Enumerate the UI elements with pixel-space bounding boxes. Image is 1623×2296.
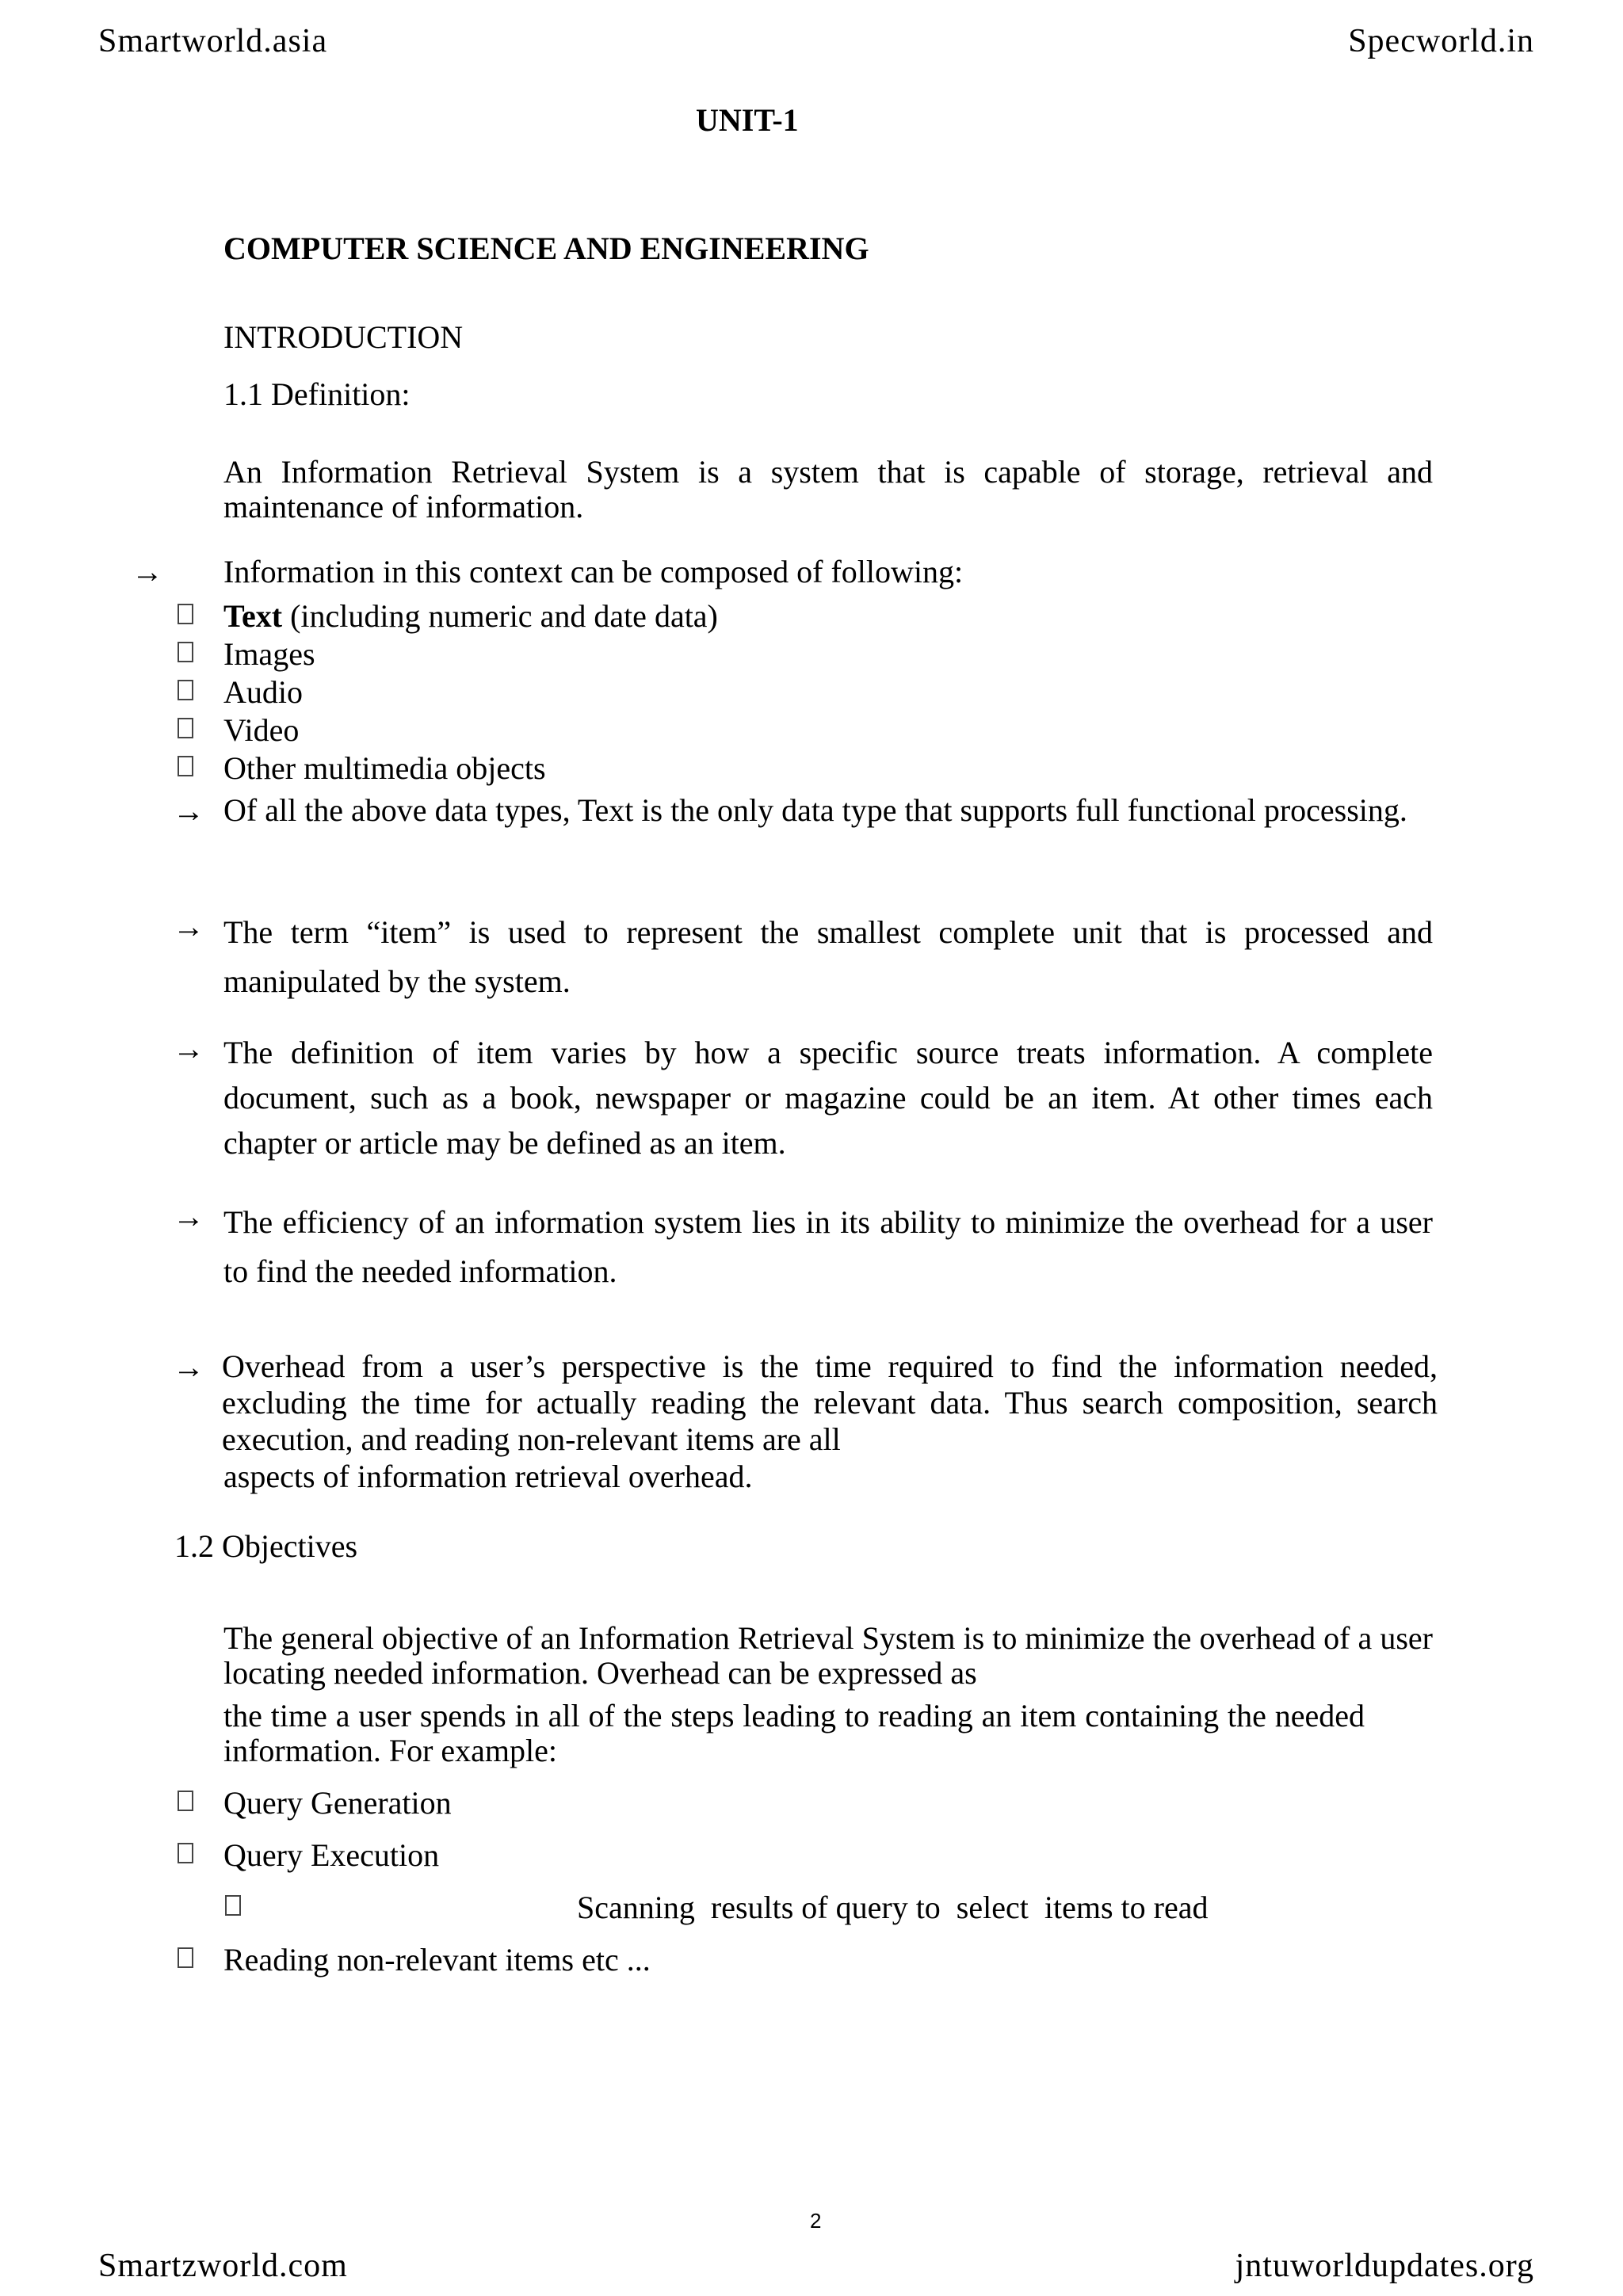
step-scanning-results: Scanning results of query to select items to read <box>577 1890 1209 1925</box>
arrow-icon: → <box>173 1199 204 1234</box>
point-overhead-end: aspects of information retrieval overhead. <box>223 1459 753 1494</box>
point-text-only-functional: Of all the above data types, Text is the only data type that supports full functional processing. <box>223 792 1407 828</box>
text-description: (including numeric and date data) <box>282 598 718 634</box>
point-efficiency: The efficiency of an information system lies in its ability to minimize the overhead for a user to find the needed information. <box>223 1204 1433 1289</box>
bullet-box-icon <box>178 1947 193 1968</box>
arrow-icon: → <box>173 909 204 944</box>
objectives-paragraph: The general objective of an Information Retrieval System is to minimize the overhead of a user locating needed information. Overhead can be expressed as <box>223 1620 1433 1691</box>
course-title: COMPUTER SCIENCE AND ENGINEERING <box>223 231 869 266</box>
bullet-box-icon <box>178 604 193 624</box>
definition-paragraph: An Information Retrieval System is a system that is capable of storage, retrieval and maintenance of information. <box>223 454 1433 524</box>
section-introduction: INTRODUCTION <box>223 319 464 355</box>
bullet-box-icon <box>178 1843 193 1863</box>
header-left-site: Smartworld.asia <box>98 23 328 59</box>
list-item-text <box>223 597 718 635</box>
text-bold-label: Text <box>223 598 283 634</box>
step-query-execution: Query Execution <box>223 1837 440 1873</box>
bullet-box-icon <box>225 1895 241 1916</box>
section-1-1-heading: 1.1 Definition: <box>223 376 411 412</box>
arrow-icon: → <box>173 1031 204 1066</box>
bullet-box-icon <box>178 1791 193 1811</box>
footer-left-site: Smartzworld.com <box>98 2248 348 2284</box>
bullet-box-icon <box>178 718 193 738</box>
footer-right-site: jntuworldupdates.org <box>1235 2248 1534 2284</box>
objectives-paragraph-cont: the time a user spends in all of the steps leading to reading an item containing the needed information. For example: <box>223 1698 1365 1768</box>
point-overhead: Overhead from a user’s perspective is the time required to find the information needed, excluding the time for actually reading the relevant data. Thus search composition, search execution, and reading non-relevant items are all <box>222 1348 1438 1457</box>
section-1-2-heading: 1.2 Objectives <box>174 1528 358 1564</box>
list-item-audio: Audio <box>223 674 303 710</box>
bullet-box-icon <box>178 642 193 662</box>
list-item-other: Other multimedia objects <box>223 750 546 786</box>
list-item-images: Images <box>223 636 315 672</box>
unit-title: UNIT-1 <box>696 102 799 138</box>
bullet-box-icon <box>178 680 193 700</box>
step-reading-non-relevant: Reading non-relevant items etc ... <box>223 1942 651 1978</box>
list-item-video: Video <box>223 712 300 748</box>
arrow-icon: → <box>132 554 163 589</box>
arrow-icon: → <box>173 793 204 829</box>
header-right-site: Specworld.in <box>1348 23 1534 59</box>
info-intro: Information in this context can be composed of following: <box>223 554 964 589</box>
point-item-definition: The term “item” is used to represent the smallest complete unit that is processed and manipulated by the system. <box>223 914 1433 999</box>
page-number: 2 <box>810 2209 822 2233</box>
step-query-generation: Query Generation <box>223 1785 452 1821</box>
arrow-icon: → <box>173 1349 204 1385</box>
bullet-box-icon <box>178 756 193 776</box>
point-item-varies: The definition of item varies by how a specific source treats information. A complete document, such as a book, newspaper or magazine could be an item. At other times each chapter or article may be defined as an item. <box>223 1035 1433 1161</box>
